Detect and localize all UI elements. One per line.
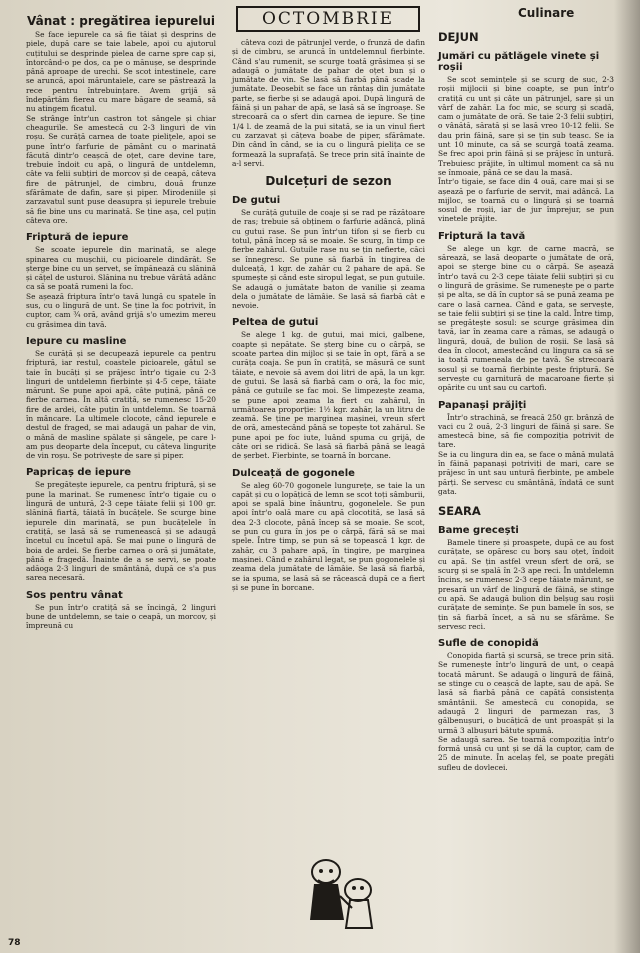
page-number: 78 [8, 938, 21, 948]
chef-cartoon-illustration [300, 850, 380, 932]
recipe-body: Se curăță gutuile de coaje și se rad pe răzătoare de ras; trebuie să obținem o farfurie adâncă, plină cu gutui rase. Se pun într'un tifon și se fierb cu totul, până încep să se moaie. Se scurg, în timp ce fierbe zahărul. Gutuile rase nu se țin nefierte, căci se înnegresc. Se pune să fiarbă în tingirea de dulceață, 1 kgr. de zahăr cu 2 pahare de apă. Se spumește și când este siropul legat, se pun gutuile. Se adaugă o jumătate baton de vanilie și zeama dela o jumătate de lămâie. Se lasă să fiarbă cât e nevoie. [232, 208, 425, 311]
page-fold-shadow [614, 0, 640, 953]
section-label: Culinare [518, 6, 575, 20]
recipe-body: Într'o strachină, se freacă 250 gr. brânză de vaci cu 2 ouă, 2-3 linguri de făină și sare. Se amestecă bine, să fie compoziția potrivit de tare. Se ia cu lingura din ea, se face o mână mulată în făină papanași potriviți de mari, care se prăjesc în unt sau untură fierbinte, pe ambele părți. Se servesc cu smântână, îndată ce sunt gata. [438, 412, 614, 496]
recipe-body: Se pun într'o cratiță să se încingă, 2 linguri bune de untdelemn, se taie o ceapă, un morcov, și împreună cu [26, 602, 216, 631]
recipe-body: Se alege un kgr. de carne macră, se sărează, se lasă deoparte o jumătate de oră, apoi se șterge bine cu o cârpă. Se așează într'o tavă cu 2-3 cepe tăiate felii subțiri și cu o lingură de grăsime. Se rumenește pe o parte și pe alta, se dă în cuptor să se pună zeama pe care o lasă carnea. Când e gata, se servește, se taie felii subțiri și se ține la cald. Între timp, se pregătește sosul: se scurge grăsimea din tavă, iar în zeama care a rămas, se adaugă o lingură, două, de bulion de roșii. Se lasă să dea în clocot, amestecând cu lingura ca să se ia toată rumeneala de pe tavă. Se strecoară sosul și se toarnă fierbinte peste friptură. Se servește cu garnitură de macaroane fierte și opărite cu unt sau cu cartofi. [438, 243, 615, 393]
recipe-heading: Papricaș de iepure [26, 467, 132, 479]
recipe-body: Se pregătește iepurele, ca pentru friptură, și se pune la marinat. Se rumenesc într'o tigaie cu o lingură de untură, 2-3 cepe tăiate felii și 100 gr. slănină fiartă, tăiată în bucățele. Se scurge bine iepurele din marinată, se pun bucățelele în cratiță, se lasă să se rumenească și se adaugă încetul cu încetul apă. Se mai pune o lingură de boia de ardei. Se fierbe carnea o oră și jumătate, până e fragedă. Înainte de a se servi, se poate adăoga 2-3 linguri de smântână, după ce s'a pus sarea necesară. [26, 480, 216, 583]
recipe-body: Se curăță și se decupează iepurele ca pentru friptură, iar restul, coastele picioarele, gâtul se taie în bucăți și se prăjesc într'o tigaie cu 2-3 linguri de untdelemn fierbinte și 4-5 cepe, tăiate mărunt. Se pune apoi apă, câte puțină, până ce fierbe carnea. În altă cratiță, se rumenesc 15-20 fire de ardei, câte puțin în untdelemn. Se toarnă în mâncare. La ultimele clocote, când iepurele e destul de fraged, se mai adaugă un pahar de vin, o mână de masline spălate și sângele, pe care l-am pus deoparte dela început, cu câteva lingurițe de vin roșu. Se potrivește de sare și piper. [26, 348, 216, 461]
column-3 [438, 22, 614, 953]
recipe-body: Se alege 1 kg. de gutui, mai mici, galbene, coapte și nepătate. Se șterg bine cu o cârpă, se scoate partea din mijloc și se taie în opt, fără a se curăța coaja. Se pun în cratiță, se măsură ce sunt tăiate, e nevoie să avem doi litri de apă, la un kgr. de gutui. Se lasă să fiarbă cam o oră, la foc mic, până ce gutuile se fac moi. Se limpezește zeama, se pune apoi zeama la fiert cu zahărul, în următoarea proporție: 1½ kgr. zahăr, la un litru de zeamă. Se ține pe marginea mașinei, vreun sfert de oră, amestecând până se topește tot zahărul. Se pune apoi pe foc iute, luând spuma cu grijă, de câte ori se ridică. Se lasă să fiarbă până se leagă de șerbet. Fierbinte, se toarnă în borcane. [232, 330, 425, 461]
column-2 [232, 38, 425, 953]
recipe-heading: Bame grecești [438, 525, 519, 537]
recipe-body: Se scot semințele și se scurg de suc, 2-3 roșii mijlocii și bine coapte, se pun într'o cratiță cu unt și câte un pătrunjel, sare și un vârf de zahăr. La foc mic, se scurg și scadă, cam o jumătate de oră. Se taie 2-3 felii subțiri, o vânătă, sărată și se lasă vreo 10-12 felii. Se dau prin făină, sare și se țin sub teasc. Se ia unt 10 minute, ca să se scurgă toată zeama. Se frec apoi prin făină și se prăjesc în untură. Trebuiesc prăjite, în ultimul moment ca să nu se înmoaie, până ce se dau la masă. Într'o tigaie, se face din 4 ouă, care mai și se așează pe o farfurie de servit, mai adâncă. La mijloc, se toarnă cu o lingură și se toarnă sosul de roșii, iar de jur împrejur, se pun vinetele prăjite. [438, 75, 614, 224]
recipe-body: Conopida fiartă și scursă, se trece prin sită. Se rumenește într'o lingură de unt, o ceapă tocată mărunt. Se adaugă o lingură de făină, se stinge cu o ceașcă de lapte, sau de apă. Se lasă să fiarbă până ce capătă consistența smântânii. Se amestecă cu conopida, se adaugă 2 linguri de parmezan ras, 3 gălbenușuri, o bucățică de unt proaspăt și la urmă 3 albușuri bătute spumă. Se adaugă sarea. Se toarnă compoziția într'o formă unsă cu unt și se dă la cuptor, cam de 25 de minute. În acelaș fel, se poate pregăti sufleu de dovlecei. [438, 651, 614, 772]
recipe-heading: Iepure cu masline [26, 335, 127, 347]
recipe-heading: SEARA [438, 504, 481, 519]
recipe-body: Se scoate iepurele din marinată, se alege spinarea cu mușchii, cu picioarele dindărăt. Se șterge bine cu un șervet, se împănează cu slănină și cățel de usturoi. Slănina nu trebue vârâtă adânc ca să se poată rumeni la foc. Se așează friptura într'o tavă lungă cu spatele în sus, cu o lingură de unt. Se ține la foc potrivit, în cuptor, cam ¾ oră, având grijă s'o umezim mereu cu grăsimea din tavă. [26, 245, 217, 329]
column-1 [26, 14, 216, 953]
recipe-heading: Friptură la tavă [438, 230, 526, 242]
recipe-heading: Vânat : pregătirea iepurelui [27, 14, 215, 28]
recipe-heading: Papanași prăjiți [438, 399, 527, 411]
recipe-body: Bamele tinere și proaspete, după ce au fost curățate, se opăresc cu borș sau oțet, îndoit cu apă. Se țin astfel vreun sfert de oră, se scurg și se spală în 2-3 ape reci. În untdelemn încins, se rumenesc 2-3 cepe tăiate mărunt, se presară un vârf de lingură de făină, se stinge cu apă. Se adaugă bulion din belșug sau roșii curățate de semințe. Se pun bamele în sos, se țin să fiarbă încet, a să nu se sfărâme. Se servesc reci. [438, 538, 614, 631]
recipe-body: Se face iepurele ca să fie tăiat și desprins de piele, după care se taie labele, apoi cu ajutorul cuțitului se desprinde pielea de carne spre cap și, întorcând-o pe dos, ca pe o mănușe, se desprinde până aproape de urechi. Se scot intestinele, care se aruncă, apoi măruntaiele, care se păstrează la rece pentru întrebuințare. Avem grijă să îndepărtăm fierea cu mare băgare de seamă, să nu atingem ficatul. Se strânge într'un castron tot sângele și chiar cheagurile. Se amestecă cu 2-3 linguri de vin roșu. Se curăță carnea de toate pieliţele, apoi se pune într'o farfurie de pământ cu o marinată făcută dintr'o ceașcă de oțet, care devine tare, trebuie îndoit cu apă, o lingură de untdelemn, câte va felii subțiri de morcov și de ceapă, câteva fire de pătrunjel, de cimbru, două frunze sfărâmate de dafin, sare și piper. Mirodeniile și zarzavatul sunt puse deasupra și iepurele trebuie să fie bine uns cu marinată. Se ține așa, cel puțin câteva ore. [26, 30, 216, 225]
recipe-body: câteva cozi de pătrunjel verde, o frunză de dafin și de cimbru, se aruncă în untdelemnul fierbinte. Când s'au rumenit, se scurge toată grăsimea și se adaugă o jumătate de pahar de oțet bun și o jumătate de vin. Se lasă să fiarbă până scade la jumătate. Deosebit se face un rântaș din jumătate parte, se fierbe și se adaugă apoi. După lingură de făină și un pahar de apă, se lasă să se îngroașe. Se strecoară ca o sfert din carnea de iepure. Se ține 1/4 l. de zeamă de la pui sitată, se ia un vinul fiert cu zarzavat și cățeva boabe de piper, sfărâmate. Din când în când, se ia cu o lingură pielița ce se formează la suprafață. Se trece prin sită înainte de a-l servi. [232, 38, 425, 168]
recipe-heading: Peltea de gutui [232, 317, 319, 329]
recipe-heading: Jumări cu pătlăgele vinete și roșii [438, 51, 600, 73]
month-header: OCTOMBRIE [236, 6, 420, 32]
recipe-heading: DEJUN [438, 30, 479, 44]
recipe-heading: Sos pentru vânat [26, 589, 123, 601]
recipe-heading: Sufle de conopidă [438, 638, 539, 650]
recipe-heading: Dulceață de gogonele [232, 467, 355, 479]
recipe-heading: Dulcețuri de sezon [265, 174, 392, 189]
recipe-heading: De gutui [232, 195, 281, 207]
recipe-body: Se aleg 60-70 gogonele lungurețe, se taie la un capăt și cu o lopățică de lemn se scot toți sâmburii, apoi se spală bine înăuntru, gogonelele. Se pun apoi într'o oală mare cu apă clocotită, se lasă să dea 2-3 clocote, până încep să se moaie. Se scot, se pun cu gura în jos pe o cârpă, fără să se mai spele. Între timp, se pun să se topească 1 kgr. de zahăr, cu 3 pahare apă, în tingire, pe marginea mașinei. Când e zahărul legat, se pun gogonelele și zeama dela jumătate de lămâie. Se lasă să fiarbă, se ia spuma, se lasă să se răcească după ce a fiert și se pune în borcane. [232, 480, 425, 592]
recipe-heading: Friptură de iepure [26, 232, 129, 244]
